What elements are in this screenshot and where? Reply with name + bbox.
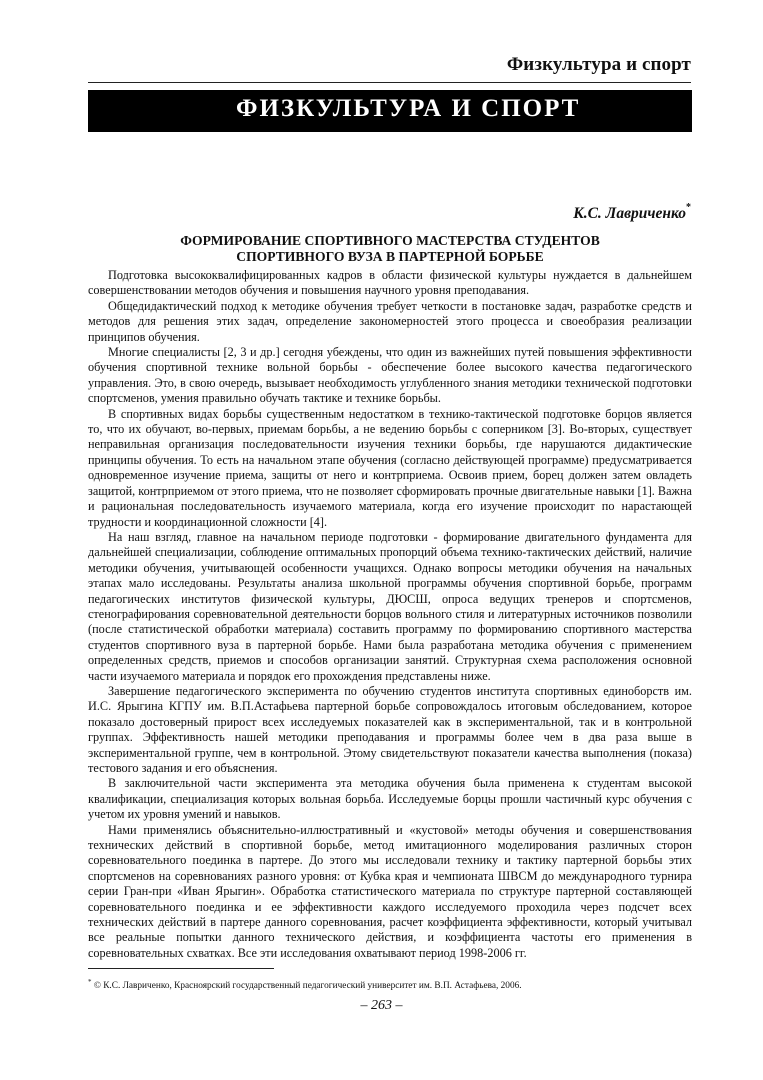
author-line (573, 204, 691, 223)
paragraph: На наш взгляд, главное на начальном периоде подготовки - формирование двигательного фундамента для дальнейшей специализации, соблюдение оптимальных пропорций объема технико-тактических действий, наличие методики обучения, учитывающей особенности учащихся. Однако вопросы методики обучения на начальных этапах мало исследованы. Результаты анализа школьной программы обучения спортивной борьбе, программ педагогических институтов физической культуры, ДЮСШ, опроса ведущих тренеров и спортсменов, стенографирования соревновательной деятельности борцов вольного стиля и литературных источников позволили (после статистической обработки материала) составить программу по формированию спортивного мастерства студентов спортивного вуза в партерной борьбе. Нами была разработана методика обучения с применением определенных средств, приемов и способов организации занятий. Структурная схема расположения основной части изучаемого материала и порядок его прохождения представлены ниже. (88, 529, 692, 683)
footnote (88, 976, 692, 992)
paragraph: Нами применялись объяснительно-иллюстративный и «кустовой» методы обучения и совершенствования технических действий в спортивной борьбе, метод имитационного моделирования различных сторон соревновательного поединка в партере. До этого мы исследовали технику и тактику партерной борьбы этих спортсменов на соревнованиях разного уровня: от Кубка края и чемпионата ШВСМ до международного турнира серии Гран-при «Иван Ярыгин». Обработка статистического материала по структуре партерной составляющей соревновательного поединка и ее эффективности каждого исследуемого проходила через подсчет всех технических действий в партере данного соревнования, расчет коэффициента эффективности, который учитывал все реальные попытки данного технического действия, и коэффициента частоты его применения в соревновательных схватках. Все эти исследования охватывают период 1998-2006 гг. (88, 822, 692, 960)
article-title-line: СПОРТИВНОГО ВУЗА В ПАРТЕРНОЙ БОРЬБЕ (236, 249, 544, 264)
author-name: К.С. Лавриченко (573, 205, 686, 223)
paragraph: Завершение педагогического эксперимента по обучению студентов института спортивных единоборств им. И.С. Ярыгина КГПУ им. В.П.Астафьева партерной борьбе сопровождалось итоговым обследованием, которое показало достоверный прирост всех исследуемых показателей как в экспериментальной, так и в контрольной группах. Эффективность нашей методики преподавания и программы более чем в два раза выше в экспериментальной группе, чем в контрольной. Этому свидетельствуют показатели качества выполнения (показа) тестового задания и его объяснения. (88, 683, 692, 775)
section-banner-title: ФИЗКУЛЬТУРА И СПОРТ (236, 95, 581, 122)
section-banner (88, 90, 692, 132)
author-footnote-mark: * (686, 202, 691, 213)
page-number: – 263 – (360, 998, 403, 1013)
article-body (88, 268, 692, 961)
paragraph: В спортивных видах борьбы существенным недостатком в технико-тактической подготовке борцов является то, что их обучают, во-первых, приемам борьбы, а не ведению борьбы с соперником [3]. Во-вторых, существует неправильная организация последовательности изучения техники борьбы, где нарушаются дидактические принципы обучения. То есть на начальном этапе обучения (согласно действующей программе) предусматривается одновременное изучение приема, защиты от него и контрприема. Освоив прием, борец должен затем овладеть защитой, контрприемом от этого приема, что не позволяет сформировать прочные двигательные навыки [1]. Важна и рациональная последовательность изучаемого материала, когда его изучение происходит по нарастающей трудности и координационной сложности [4]. (88, 406, 692, 529)
running-head: Физкультура и спорт (506, 54, 691, 75)
paragraph: В заключительной части эксперимента эта методика обучения была применена к студентам высокой квалификации, специализация которых вольная борьба. Исследуемые борцы прошли частичный курс обучения с учетом их уровня умений и навыков. (88, 776, 692, 822)
footnote-text: © К.С. Лавриченко, Красноярский государственный педагогический университет им. В.П. Астафьева, 2006. (93, 981, 522, 992)
paragraph: Общедидактический подход к методике обучения требует четкости в постановке задач, разработке средств и методов для решения этих задач, определение закономерностей этого процесса и своеобразия реализации принципов обучения. (88, 298, 692, 344)
header-rule (88, 82, 691, 83)
article-title (120, 233, 660, 265)
footnote-mark: * (88, 978, 92, 986)
footnote-rule (88, 968, 274, 969)
paragraph: Многие специалисты [2, 3 и др.] сегодня убеждены, что один из важнейших путей повышения эффективности обучения спортивной технике вольной борьбы - обеспечение более высокого качества педагогического управления. Это, в свою очередь, вызывает необходимость углубленного знания методики технической подготовки спортсменов, умения правильно обучать тактике и технике борьбы. (88, 345, 692, 406)
article-title-line: ФОРМИРОВАНИЕ СПОРТИВНОГО МАСТЕРСТВА СТУДЕНТОВ (180, 233, 600, 248)
paragraph: Подготовка высококвалифицированных кадров в области физической культуры нуждается в дальнейшем совершенствовании методов обучения и повышения научного уровня преподавания. (88, 268, 692, 298)
